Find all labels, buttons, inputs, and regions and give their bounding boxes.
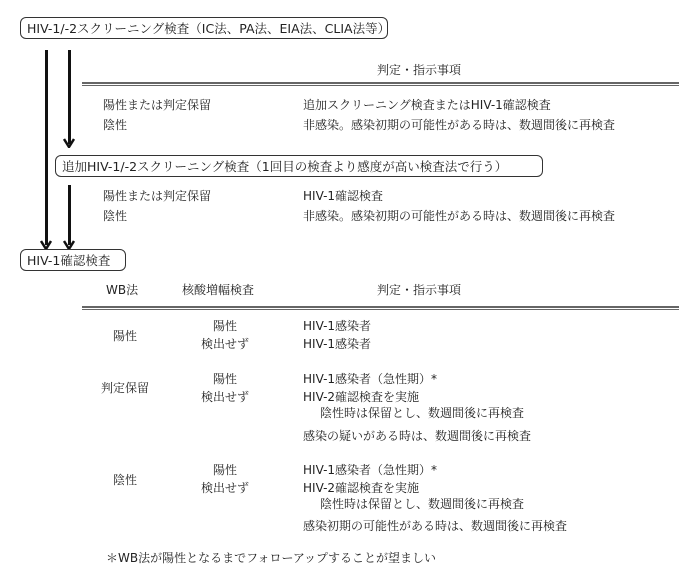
nat-result: 検出せず — [200, 481, 249, 495]
judgment-line: HIV-1感染者 — [303, 319, 372, 333]
nat-result: 陽性 — [212, 319, 237, 333]
section2-action: HIV-1確認検査 — [303, 189, 384, 203]
flow-line-to-confirm — [45, 50, 48, 245]
wb-result: 陰性 — [112, 473, 137, 487]
section2-action: 非感染。感染初期の可能性がある時は、数週間後に再検査 — [303, 209, 616, 223]
screening-test-box: HIV-1/-2スクリーニング検査（IC法、PA法、EIA法、CLIA法等） — [20, 17, 388, 39]
footnote: ＊WB法が陽性となるまでフォローアップすることが望ましい — [106, 551, 437, 565]
nat-result: 陽性 — [212, 372, 237, 386]
judgment-line: 感染初期の可能性がある時は、数週間後に再検査 — [303, 519, 568, 533]
judgment-line: 感染の疑いがある時は、数週間後に再検査 — [303, 429, 532, 443]
arrow-down-icon — [63, 138, 75, 148]
flow-line-to-additional — [68, 50, 71, 144]
flow-line-additional-to-confirm — [68, 185, 71, 245]
nat-result: 検出せず — [200, 337, 249, 351]
nat-result: 陽性 — [212, 463, 237, 477]
section1-divider — [82, 82, 679, 86]
section1-header: 判定・指示事項 — [377, 63, 462, 77]
section1-action: 追加スクリーニング検査またはHIV-1確認検査 — [303, 98, 551, 112]
confirm-test-box: HIV-1確認検査 — [20, 249, 126, 271]
wb-result: 判定保留 — [100, 381, 149, 395]
section2-result: 陰性 — [103, 209, 128, 223]
judgment-line: 陰性時は保留とし、数週間後に再検査 — [320, 406, 525, 420]
judgment-line: HIV-2確認検査を実施 — [303, 390, 420, 404]
section1-result: 陰性 — [103, 118, 128, 132]
section1-result: 陽性または判定保留 — [103, 98, 212, 112]
judgment-line: HIV-1感染者（急性期）* — [303, 372, 438, 386]
wb-result: 陽性 — [112, 329, 137, 343]
header-nat: 核酸増幅検査 — [182, 283, 255, 297]
judgment-line: HIV-2確認検査を実施 — [303, 481, 420, 495]
section2-result: 陽性または判定保留 — [103, 189, 212, 203]
header-judgment: 判定・指示事項 — [377, 283, 462, 297]
judgment-line: HIV-1感染者（急性期）* — [303, 463, 438, 477]
section1-action: 非感染。感染初期の可能性がある時は、数週間後に再検査 — [303, 118, 616, 132]
nat-result: 検出せず — [200, 390, 249, 404]
judgment-line: 陰性時は保留とし、数週間後に再検査 — [320, 497, 525, 511]
confirm-table-divider — [82, 306, 679, 310]
additional-screening-box: 追加HIV-1/-2スクリーニング検査（1回目の検査より感度が高い検査法で行う） — [55, 155, 543, 177]
header-wb: WB法 — [106, 283, 139, 297]
judgment-line: HIV-1感染者 — [303, 337, 372, 351]
